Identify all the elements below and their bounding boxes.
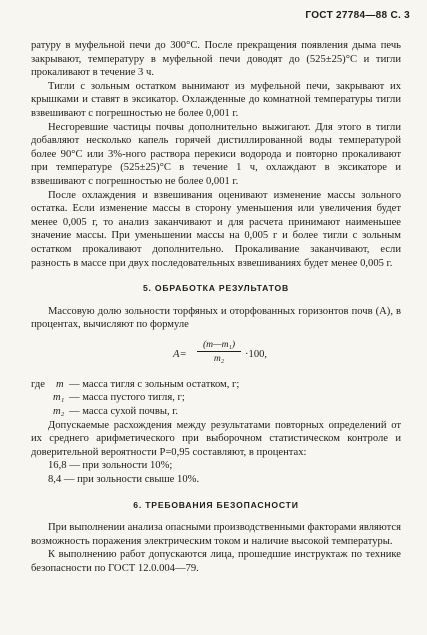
definition-prefix: где — [31, 378, 45, 390]
paragraph-hazards: При выполнении анализа опасными производственными факторами являются возможность поражения электрическим током и наличие высокой температуры. — [31, 522, 401, 547]
paragraph-tolerances: Допускаемые расхождения между результатами повторных определений от их среднего арифметического при выборочном статистическом контроле и доверительной вероятности P=0,95 составляют, в процентах: — [31, 419, 401, 458]
formula-numerator: (m—m₁) — [197, 338, 241, 352]
page-content — [31, 39, 401, 576]
definition-text: — масса пустого тигля, г; — [69, 392, 185, 404]
page-header: ГОСТ 27784—88 С. 3 — [305, 10, 410, 21]
formula-lhs: A= — [173, 348, 187, 360]
tolerance-list — [48, 459, 401, 486]
tolerance-item: 16,8 — при зольности 10%; — [48, 460, 173, 472]
paragraph-crucibles-weighing: Тигли с зольным остатком вынимают из муфельной печи, закрывают их крышками и ставят в эксикатор. Охлажденные до комнатной температуры тигли взвешивают с погрешностью не более 0,001 г. — [31, 80, 401, 119]
definition-symbol: m₂ — [53, 406, 65, 418]
paragraph-admission: К выполнению работ допускаются лица, прошедшие инструктаж по технике безопасности по ГОСТ 12.0.004—79. — [31, 549, 401, 574]
formula-fraction — [197, 338, 241, 365]
definition-row — [31, 405, 401, 419]
definition-row — [31, 391, 401, 405]
definition-text: — масса тигля с зольным остатком, г; — [69, 378, 240, 390]
formula-denominator: m₂ — [213, 352, 225, 364]
paragraph-burning-particles: Несгоревшие частицы почвы дополнительно выжигают. Для этого в тигли добавляют несколько капель горячей дистиллированной воды температурой более 90°С или 3%-ного раствора перекиси водорода и повторно прокаливают при температуре (525±25)°С в течение 1 ч, охлаждают в эксикаторе и взвешивают с погрешностью не более 0,001 г. — [31, 121, 401, 187]
definition-text: — масса сухой почвы, г. — [69, 406, 179, 418]
ash-content-formula — [31, 338, 401, 372]
tolerance-item: 8,4 — при зольности свыше 10%. — [48, 474, 200, 486]
formula-rhs: ·100, — [245, 348, 268, 360]
definition-symbol: m — [56, 378, 64, 390]
section-5-title: 5. ОБРАБОТКА РЕЗУЛЬТАТОВ — [142, 283, 290, 294]
paragraph-continuation: ратуру в муфельной печи до 300°С. После прекращения появления дыма печь закрывают, температуру в муфельной печи доводят до (525±25)°С и тигли прокаливают в течение 3 ч. — [31, 40, 401, 79]
section-6-title: 6. ТРЕБОВАНИЯ БЕЗОПАСНОСТИ — [133, 499, 299, 510]
definition-symbol: m₁ — [53, 392, 65, 404]
paragraph-mass-change: После охлаждения и взвешивания оценивают изменение массы зольного остатка. Если изменение массы в сторону уменьшения или увеличения будет менее 0,005 г, то анализ заканчивают и для расчета принимают наименьшее значение массы. При уменьшении массы на 0,005 г и более тигли с зольным остатком прокаливают дополнительно. Прокаливание заканчивают, если разность в массе при двух последовательных взвешиваниях будет менее 0,005 г. — [31, 189, 401, 269]
variable-definitions — [31, 378, 401, 419]
definition-row — [31, 378, 401, 392]
paragraph-ash-content-intro: Массовую долю зольности торфяных и оторфованных горизонтов почв (А), в процентах, вычисляют по формуле — [31, 305, 401, 331]
